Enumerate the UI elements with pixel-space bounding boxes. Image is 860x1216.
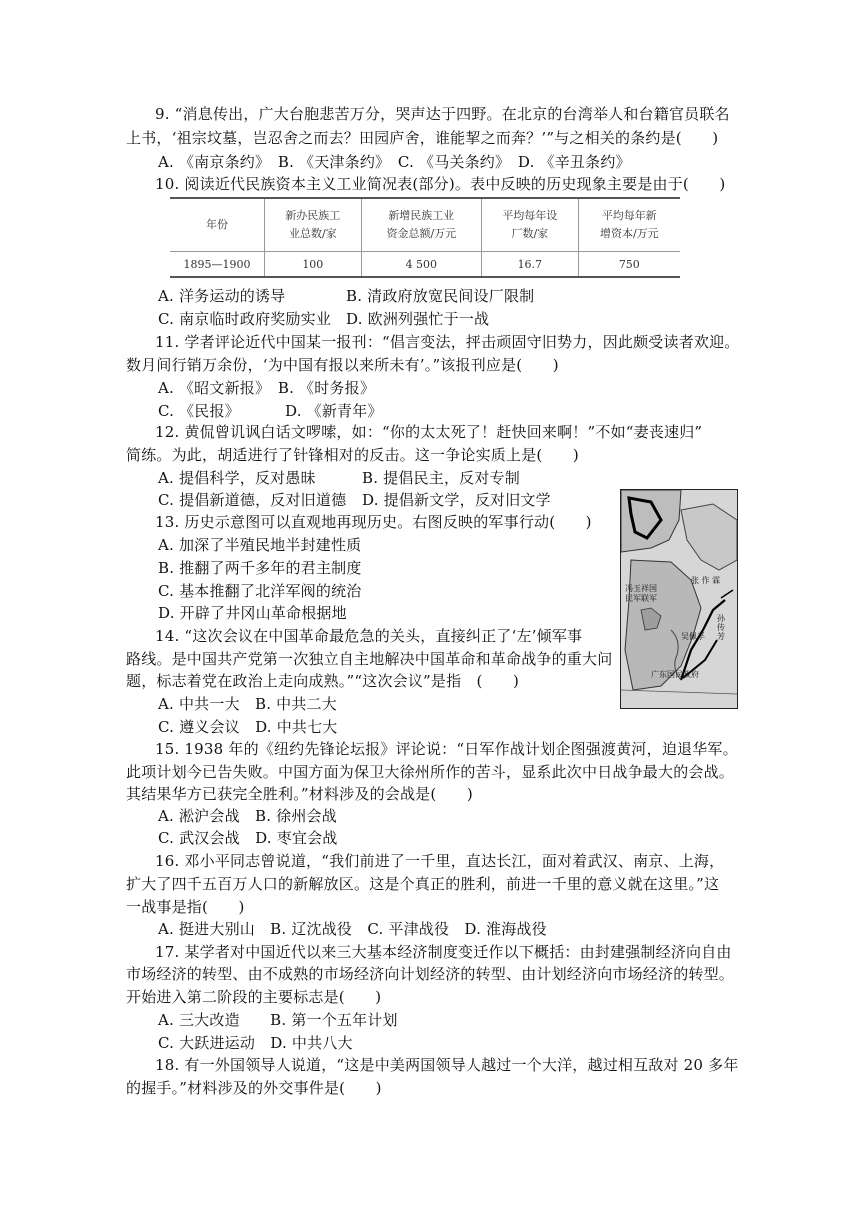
map-label-wu: 吴佩孚: [681, 632, 705, 641]
header-text: 年份: [206, 218, 228, 231]
table-cell-year: 1895—1900: [170, 252, 265, 278]
table-header-avg-capital: [578, 198, 680, 252]
table-header-new-capital: [361, 198, 481, 252]
q9-options: A. 《南京条约》 B. 《天津条约》 C. 《马关条约》 D. 《辛丑条约》: [158, 153, 631, 171]
q11-stem-line1: 11. 学者评论近代中国某一报刊：“倡言变法，抨击顽固守旧势力，因此颇受读者欢迎。: [155, 333, 740, 351]
map-label-guangdong: 广东国民政府: [651, 670, 699, 679]
q17-stem-line3: 开始进入第二阶段的主要标志是( ): [126, 988, 382, 1006]
q10-option-b: B. 清政府放宽民间设厂限制: [346, 287, 535, 305]
table-cell: 4 500: [361, 252, 481, 278]
northern-expedition-map: [620, 489, 738, 709]
q17-options-cd: C. 大跃进运动 D. 中共八大: [158, 1034, 353, 1052]
q14-stem-line3: 题，标志着党在政治上走向成熟。”“这次会议”是指 ( ): [126, 672, 520, 690]
q13-stem: 13. 历史示意图可以直观地再现历史。右图反映的军事行动( ): [155, 513, 592, 531]
table-header-new-factories: [265, 198, 362, 252]
q11-option-d: D. 《新青年》: [285, 402, 383, 420]
q11-options-ab: A. 《昭文新报》 B. 《时务报》: [158, 379, 376, 397]
q12-option-a: A. 提倡科学，反对愚昧: [158, 469, 316, 487]
q12-option-b: B. 提倡民主，反对专制: [362, 469, 520, 487]
header-text: 资金总额/万元: [386, 227, 457, 240]
q17-stem-line2: 市场经济的转型、由不成熟的市场经济向计划经济的转型、由计划经济向市场经济的转型。: [126, 965, 735, 983]
table-header-avg-factories: [482, 198, 579, 252]
q15-stem-line2: 此项计划今已告失败。中国方面为保卫大徐州所作的苦斗，显系此次中日战争最大的会战。: [126, 763, 735, 781]
map-label-sun: 孙传芳: [717, 614, 725, 641]
q13-option-a: A. 加深了半殖民地半封建性质: [158, 536, 362, 554]
q15-stem-line1: 15. 1938 年的《纽约先锋论坛报》评论说：“日军作战计划企图强渡黄河，迫退华军。: [155, 740, 738, 758]
q17-options-ab: A. 三大改造 B. 第一个五年计划: [158, 1011, 398, 1029]
q10-option-a: A. 洋务运动的诱导: [158, 287, 286, 305]
q10-option-d: D. 欧洲列强忙于一战: [346, 310, 490, 328]
q13-option-b: B. 推翻了两千多年的君主制度: [158, 559, 362, 577]
q18-stem-line2: 的握手。”材料涉及的外交事件是( ): [126, 1079, 382, 1097]
header-text: 业总数/家: [288, 227, 337, 240]
q15-stem-line3: 其结果华方已获完全胜利。”材料涉及的会战是( ): [126, 785, 473, 803]
table-cell: 750: [578, 252, 680, 278]
table-row: [170, 252, 680, 278]
q14-stem-line2: 路线。是中国共产党第一次独立自主地解决中国革命和革命战争的重大问: [126, 650, 613, 668]
q14-options-ab: A. 中共一大 B. 中共二大: [158, 695, 337, 713]
header-text: 新增民族工业: [388, 209, 455, 222]
q12-option-c: C. 提倡新道德，反对旧道德: [158, 491, 347, 509]
q12-stem-line1: 12. 黄侃曾讥讽白话文啰嗦，如：“你的太太死了！赶快回来啊！”不如“妻丧速归”: [155, 423, 703, 441]
q10-option-c: C. 南京临时政府奖励实业: [158, 310, 332, 328]
table-header-year: [170, 198, 265, 252]
q10-stem: 10. 阅读近代民族资本主义工业简况表(部分)。表中反映的历史现象主要是由于( ): [155, 175, 726, 193]
q13-option-d: D. 开辟了井冈山革命根据地: [158, 604, 347, 622]
header-text: 平均每年设: [502, 209, 558, 222]
q16-options: A. 挺进大别山 B. 辽沈战役 C. 平津战役 D. 淮海战役: [158, 920, 547, 938]
q9-stem-line2: 上书，‘祖宗坟墓，岂忍舍之而去？田园庐舍，谁能挈之而奔？’”与之相关的条约是( ): [126, 129, 719, 147]
table-header-row: [170, 198, 680, 252]
map-label-feng-1: 冯玉祥国: [625, 584, 657, 593]
q12-stem-line2: 简练。为此，胡适进行了针锋相对的反击。这一争论实质上是( ): [126, 446, 579, 464]
header-text: 增资本/万元: [599, 227, 659, 240]
q11-stem-line2: 数月间行销万余份，‘为中国有报以来所未有’。”该报刊应是( ): [126, 356, 559, 374]
header-text: 厂数/家: [511, 227, 549, 240]
q15-options-cd: C. 武汉会战 D. 枣宜会战: [158, 829, 338, 847]
q14-stem-line1: 14. “这次会议在中国革命最危急的关头，直接纠正了‘左’倾军事: [155, 627, 583, 645]
q11-option-c: C. 《民报》: [158, 402, 240, 420]
table-cell: 100: [265, 252, 362, 278]
q16-stem-line2: 扩大了四千五百万人口的新解放区。这是个真正的胜利，前进一千里的意义就在这里。”这: [126, 875, 720, 893]
q16-stem-line1: 16. 邓小平同志曾说道，“我们前进了一千里，直达长江，面对着武汉、南京、上海，: [155, 852, 725, 870]
q17-stem-line1: 17. 某学者对中国近代以来三大基本经济制度变迁作以下概括：由封建强制经济向自由: [155, 943, 732, 961]
map-label-feng-2: 民军联军: [625, 594, 657, 603]
q14-options-cd: C. 遵义会议 D. 中共七大: [158, 718, 338, 736]
map-label-zhang: 张 作 霖: [691, 576, 721, 585]
q12-option-d: D. 提倡新文学，反对旧文学: [362, 491, 551, 509]
q13-option-c: C. 基本推翻了北洋军阀的统治: [158, 582, 362, 600]
q15-options-ab: A. 淞沪会战 B. 徐州会战: [158, 807, 337, 825]
q16-stem-line3: 一战事是指( ): [126, 898, 245, 916]
table-cell: 16.7: [482, 252, 579, 278]
header-text: 平均每年新: [601, 209, 657, 222]
header-text: 新办民族工: [285, 209, 341, 222]
q18-stem-line1: 18. 有一外国领导人说道，“这是中美两国领导人越过一个大洋，越过相互敌对 20 多年: [155, 1056, 739, 1074]
q9-stem-line1: 9. “消息传出，广大台胞悲苦万分，哭声达于四野。在北京的台湾举人和台籍官员联名: [155, 105, 730, 123]
industry-stats-table: [170, 197, 680, 278]
